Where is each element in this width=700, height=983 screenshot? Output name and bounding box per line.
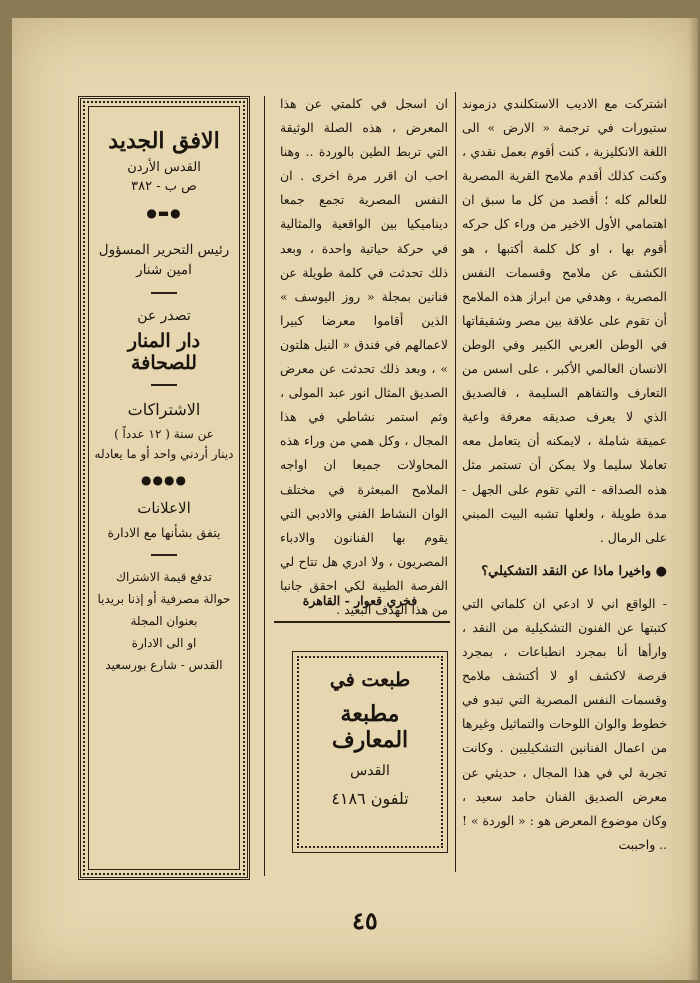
middle-paragraph: ان اسجل في كلمتي عن هذا المعرض ، هذه الصلة الوثيقة التي تربط الطين بالوردة .. وهنا احب ان اقرر مرة اخرى . ان النفس المصرية تجمع جمعا ديناميكيا بين الواقعية والمثالية في حركة حياتية واحدة ، وبعد ذلك تحدثت في كلمة طويلة عن فنانين بمجلة « روز اليوسف » الذين أقاموا معرضا كبيرا لاعمالهم في فندق « النيل هلتون » ، وبعد ذلك تحدثت عن معرض الصديق المثال انور عبد المولى ، وثم استمر نشاطي في هذا المجال ، وكل همي من وراء هذه المحاولات جميعا ان اواجه الملامح المبعثرة في مختلف الوان النشاط الفني والادبي التي يقوم بها الفنانون والادباء المصريون ، ولا ادري هل تتاح لي الفرصة الطيبة لكي احقق جانبا من هذا الهدف البعيد .: [280, 96, 448, 617]
printed-at-label: طبعت في: [329, 669, 411, 691]
payment-line-4: او الى الادارة: [131, 636, 197, 650]
ads-title: الاعلانات: [137, 499, 191, 517]
dash-divider: [151, 292, 177, 294]
author-signature: فخري قعوار - القاهرة: [302, 593, 418, 608]
ads-text: يتفق بشأنها مع الادارة: [107, 525, 221, 540]
dash-divider: [151, 384, 177, 386]
signature-rule: [274, 621, 450, 623]
masthead-pobox: ص ب - ٣٨٢: [131, 179, 197, 194]
column-divider-right: [455, 92, 456, 872]
payment-line-3: بعنوان المجلة: [130, 614, 198, 628]
subscriptions-title: الاشتراكات: [127, 400, 201, 419]
ornament-divider: ●▬●: [146, 206, 182, 220]
ornament-dots: ●●●●: [141, 473, 187, 487]
editor-name: امين شنار: [136, 262, 192, 278]
printer-city: القدس: [350, 763, 390, 779]
right-paragraph-2: - الواقع اني لا ادعي ان كلماتي التي كتبتها عن الفنون التشكيلية من النقد ، وارأها أنا بمجرد انطباعات ، بمجرد فرصة لاكشف او لا أكتشف ملامح وقسمات النفس المصرية التي تبدو في خطوط والوان اللوحات والتماثيل وغيرها من اعمال الفنانين التشكيليين . وكانت تجربة لي في هذا المجال ، حديثي عن معرض الصديق الفنان حامد سعيد ، وكان موضوع المعرض هو : « الوردة » ! .. واحببت: [462, 595, 667, 852]
magazine-page: [12, 18, 698, 980]
publisher-name: دار المنار للصحافة: [127, 330, 201, 374]
masthead-city: القدس الأردن: [127, 160, 201, 175]
section-heading: ● واخيرا ماذا عن النقد التشكيلي؟: [481, 563, 667, 579]
dash-divider: [151, 554, 177, 556]
editor-label: رئيس التحرير المسؤول: [98, 242, 230, 258]
masthead-box: [78, 96, 250, 880]
page-number: ٤٥: [352, 906, 378, 935]
subscriptions-period: عن سنة ( ١٢ عدداً ): [114, 427, 214, 441]
masthead-title: الافق الجديد: [108, 128, 220, 154]
middle-column: [280, 92, 448, 622]
right-column: [462, 92, 667, 857]
subscriptions-price: دينار أردني واحد أو ما يعادله: [94, 447, 234, 461]
printer-phone: تلفون ٤١٨٦: [331, 789, 409, 808]
right-paragraph-1: اشتركت مع الاديب الاستكلندي دزموند ستيورات في ترجمة « الارض » الى اللغة الانكليزية ، كنت أقوم بعمل نقدي ، وكنت كذلك أقدم ملامح القرية المصرية للعالم كله ؛ أقصد من كل ما سبق ان اهتمامي الأول الاخير من وراء كل حركه أقوم بها ، او كل كلمة أكتبها ، هو الكشف عن ملامح وقسمات النفس المصرية ، وهدفي من ابراز هذه الملامح أن تقوم على علاقة بين مصر وشقيقاتها في الوطن العربي الكبير وفي الوطن الانسان العالمي الأكبر ، على اسس من التعارف والتفاهم السليمة ، فالصديق الذي لا يعرف صديقه معرفة واعية عميقة شاملة ، لايمكنه أن يتعامل معه تعاملا سليما ولا يمكن أن تستمر مثل هذه الصداقه - التي تقوم على الجهل - مدة طويلة ، ولعلها تشبه البيت المبني على الرمال .: [462, 96, 667, 545]
payment-line-1: تدفع قيمة الاشتراك: [116, 570, 212, 584]
column-divider-left: [264, 96, 265, 876]
printer-name: مطبعة المعارف: [331, 701, 409, 753]
publisher-label: تصدر عن: [137, 308, 191, 324]
payment-line-5: القدس - شارع بورسعيد: [105, 658, 223, 672]
printer-notice-box: [292, 651, 448, 853]
payment-line-2: حوالة مصرفية أو إذنا بريديا: [97, 592, 231, 606]
